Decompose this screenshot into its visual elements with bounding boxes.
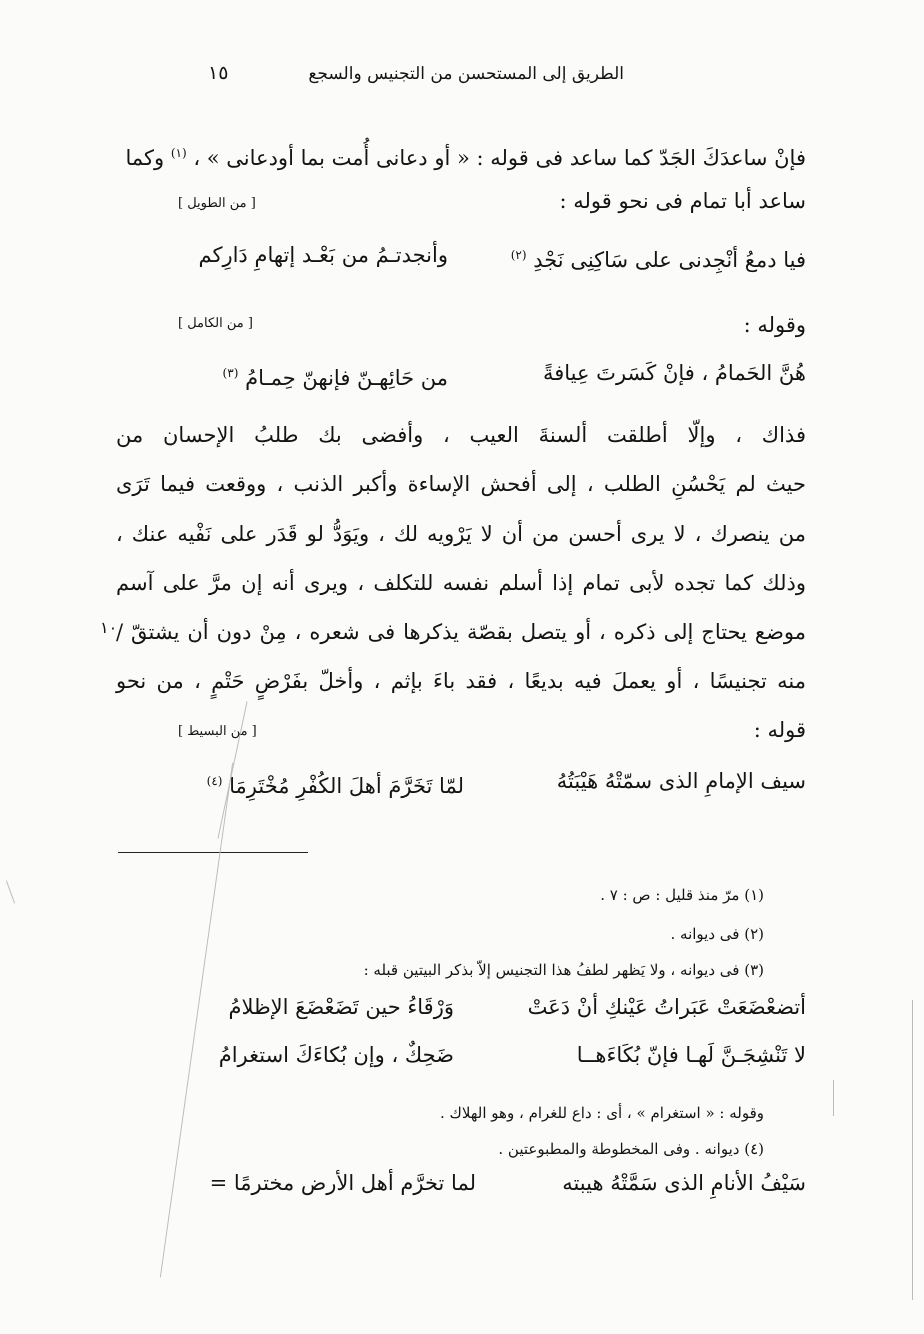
verse-1-hemistich-b: فيا دمعُ أنْجِدنى على سَاكِنِى نَجْدِ $^{(٢)}$ xyxy=(510,248,806,272)
body-line-1 xyxy=(116,138,806,173)
body-line-7: موضع يحتاج إلى ذكره ، أو يتصل بقصّة يذكرها فى شعره ، مِنْ دون أن يشتقّ / xyxy=(116,620,806,644)
body-text: وكما xyxy=(125,146,165,170)
page-number: ١٥ xyxy=(208,62,229,84)
footnote-2: (٢) فى ديوانه . xyxy=(670,925,764,943)
footnote-1: (١) مرّ منذ قليل : ص : ٧ . xyxy=(600,886,764,904)
verse-3-intro: قوله : xyxy=(753,718,806,742)
body-line-2: ساعد أبا تمام فى نحو قوله : xyxy=(559,189,806,213)
footnote-3: (٣) فى ديوانه ، ولا يَظهر لطفُ هذا التجنيس إلاّ بذكر البيتين قبله : xyxy=(363,961,764,979)
body-line-5: من ينصرك ، لا يرى أحسن من أن لا يَرْويه لك ، ويَوَدُّ لو قَدَر على نَفْيه عنك ، xyxy=(116,522,806,546)
margin-line-number: ١٠ xyxy=(100,618,118,637)
footnote-ref-3: (٣) xyxy=(222,366,239,380)
footnote-4: (٤) ديوانه . وفى المخطوطة والمطبوعتين . xyxy=(498,1140,764,1158)
fn3-verse-2-hemistich-a: لا تَنْشِجَـنَّ لَهـا فإنّ بُكَاءَهــا xyxy=(576,1043,806,1067)
fn3-verse-2-hemistich-b: ضَحِكٌ ، وإن بُكاءَكَ استغرامُ xyxy=(218,1043,454,1067)
footnote-3-note: وقوله : « استغرام » ، أى : داع للغرام ، وهو الهلاك . xyxy=(440,1104,764,1122)
body-line-3: فذاك ، وإلّا أطلقت ألسنةَ العيب ، وأفضى بك طلبُ الإحسان من xyxy=(116,423,806,447)
verse-1-hemistich-a: وأنجدتـمُ من بَعْـد إتهامِ دَارِكم xyxy=(198,243,448,267)
footnote-ref-1: (١) xyxy=(170,146,187,160)
meter-label-tawil: [ من الطويل ] xyxy=(178,196,256,211)
verse-3-hemistich-b: لمّا تَخَرَّمَ أهلَ الكُفْرِ مُخْتَرِمَا $^{(٤)}$ xyxy=(206,774,464,798)
body-text: فإنْ ساعدَكَ الجَدّ كما ساعد فى قوله : « أو دعانى أُمت بما أودعانى » ، xyxy=(193,146,806,170)
verse-2-hemistich-b: من حَائِهـنّ فإنهنّ حِمـامُ $^{(٣)}$ xyxy=(222,366,448,390)
fn4-verse-hemistich-b: لما تخرَّم أهل الأرض مخترمًا = xyxy=(209,1171,476,1195)
body-line-8: منه تجنيسًا ، أو يعملَ فيه بديعًا ، فقد باءَ بإثم ، وأخلّ بفَرْضٍ حَتْمٍ ، من نحو xyxy=(116,669,806,693)
scan-artifact-line xyxy=(833,1080,834,1116)
scan-artifact-line xyxy=(912,1000,913,1300)
verse-2-intro: وقوله : xyxy=(743,313,806,337)
body-line-4: حيث لم يَحْسُنِ الطلب ، إلى أفحش الإساءة وأكبر الذنب ، ووقعت فيما تَرَى xyxy=(116,472,806,496)
footnote-ref-4: (٤) xyxy=(206,774,223,788)
verse-2-hemistich-a: هُنَّ الحَمامُ ، فإنْ كَسَرتَ عِيافةً xyxy=(542,361,806,385)
body-line-6: وذلك كما تجده لأبى تمام إذا أسلم نفسه للتكلف ، ويرى أنه إن مرَّ على آسم xyxy=(116,571,806,595)
scan-artifact-line xyxy=(160,762,233,1277)
footnote-separator xyxy=(118,852,308,853)
fn4-verse-hemistich-a: سَيْفُ الأنامِ الذى سَمَّتْهُ هيبته xyxy=(562,1171,806,1195)
footnote-ref-2: (٢) xyxy=(510,248,527,262)
meter-label-basit: [ من البسيط ] xyxy=(178,724,257,739)
running-head: الطريق إلى المستحسن من التجنيس والسجع xyxy=(308,64,624,84)
fn3-verse-1-hemistich-a: أتضعْضَعَتْ عَبَراتُ عَيْنكِ أنْ دَعَتْ xyxy=(527,995,806,1019)
meter-label-kamil: [ من الكامل ] xyxy=(178,316,253,331)
scan-artifact-line xyxy=(6,881,15,904)
verse-3-hemistich-a: سيف الإمامِ الذى سمّتْهُ هَيْبَتُهُ xyxy=(556,769,806,793)
fn3-verse-1-hemistich-b: وَرْقَاءُ حين تَضَعْضَعَ الإظلامُ xyxy=(228,995,454,1019)
